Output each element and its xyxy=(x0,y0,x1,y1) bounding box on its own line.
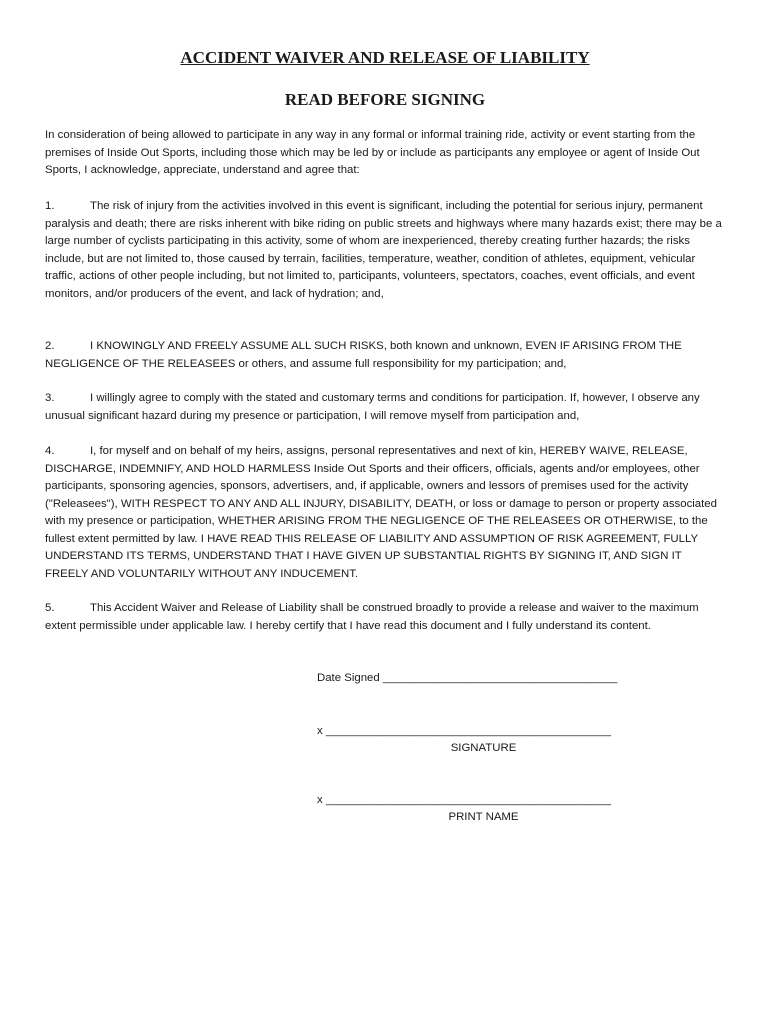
clause-number: 3. xyxy=(45,392,55,404)
clause-5 xyxy=(45,600,727,635)
clause-number: 1. xyxy=(45,200,55,212)
signature-field[interactable]: x _____________________________________________ xyxy=(317,725,611,737)
signature-label: SIGNATURE xyxy=(450,742,517,754)
clause-text: I KNOWINGLY AND FREELY ASSUME ALL SUCH RISKS, both known and unknown, EVEN IF ARISING FROM THE NEGLIGENCE OF THE RELEASEES or others, and assume full responsibility for my participation; and, xyxy=(45,340,682,370)
date-signed-field[interactable]: Date Signed _____________________________________ xyxy=(317,672,618,684)
print-name-label: PRINT NAME xyxy=(448,811,519,823)
clause-text: I willingly agree to comply with the stated and customary terms and conditions for participation. If, however, I observe any unusual significant hazard during my presence or participation, I will remove myself from participation and, xyxy=(45,392,700,422)
document-subtitle: READ BEFORE SIGNING xyxy=(284,90,486,109)
clause-text: The risk of injury from the activities involved in this event is significant, including the potential for serious injury, permanent paralysis and death; there are risks inherent with bike riding on public streets and highways where many hazards exist; there may be a large number of cyclists participating in this activity, some of whom are inexperienced, thereby creating further hazards; the risks include, but are not limited to, those caused by terrain, facilities, temperature, weather, condition of athletes, equipment, vehicular traffic, actions of other people including, but not limited to, participants, volunteers, spectators, coaches, event officials, and event monitors, and/or producers of the event, and lack of hydration; and, xyxy=(45,200,722,300)
clause-text: This Accident Waiver and Release of Liability shall be construed broadly to provide a release and waiver to the maximum extent permissible under applicable law. I hereby certify that I have read this document and I fully understand its content. xyxy=(45,602,699,632)
print-name-field[interactable]: x _____________________________________________ xyxy=(317,794,611,806)
intro-paragraph: In consideration of being allowed to participate in any way in any formal or informal training ride, activity or event starting from the premises of Inside Out Sports, including those which may be led by or include as participants any employee or agent of Inside Out Sports, I acknowledge, appreciate, understand and agree that: xyxy=(45,129,700,176)
document-title xyxy=(0,47,770,69)
clause-text: I, for myself and on behalf of my heirs, assigns, personal representatives and next of kin, HEREBY WAIVE, RELEASE, DISCHARGE, INDEMNIFY, AND HOLD HARMLESS Inside Out Sports and their officers, officials, agents and/or employees, other participants, sponsoring agencies, sponsors, advertisers, and, if applicable, owners and lessors of premises used for the activity ("Releasees"), WITH RESPECT TO ANY AND ALL INJURY, DISABILITY, DEATH, or loss or damage to person or property associated with my presence or participation, WHETHER ARISING FROM THE NEGLIGENCE OF THE RELEASEES OR OTHERWISE, to the fullest extent permitted by law. I HAVE READ THIS RELEASE OF LIABILITY AND ASSUMPTION OF RISK AGREEMENT, FULLY UNDERSTAND ITS TERMS, UNDERSTAND THAT I HAVE GIVEN UP SUBSTANTIAL RIGHTS BY SIGNING IT, AND SIGN IT FREELY AND VOLUNTARILY WITHOUT ANY INDUCEMENT. xyxy=(45,445,717,580)
clause-number: 2. xyxy=(45,340,55,352)
clause-number: 5. xyxy=(45,602,55,614)
clause-2 xyxy=(45,338,727,373)
clause-3 xyxy=(45,390,727,425)
clause-number: 4. xyxy=(45,445,55,457)
clause-1 xyxy=(45,198,727,303)
clause-4 xyxy=(45,443,727,583)
document-title-text: ACCIDENT WAIVER AND RELEASE OF LIABILITY xyxy=(180,48,590,67)
